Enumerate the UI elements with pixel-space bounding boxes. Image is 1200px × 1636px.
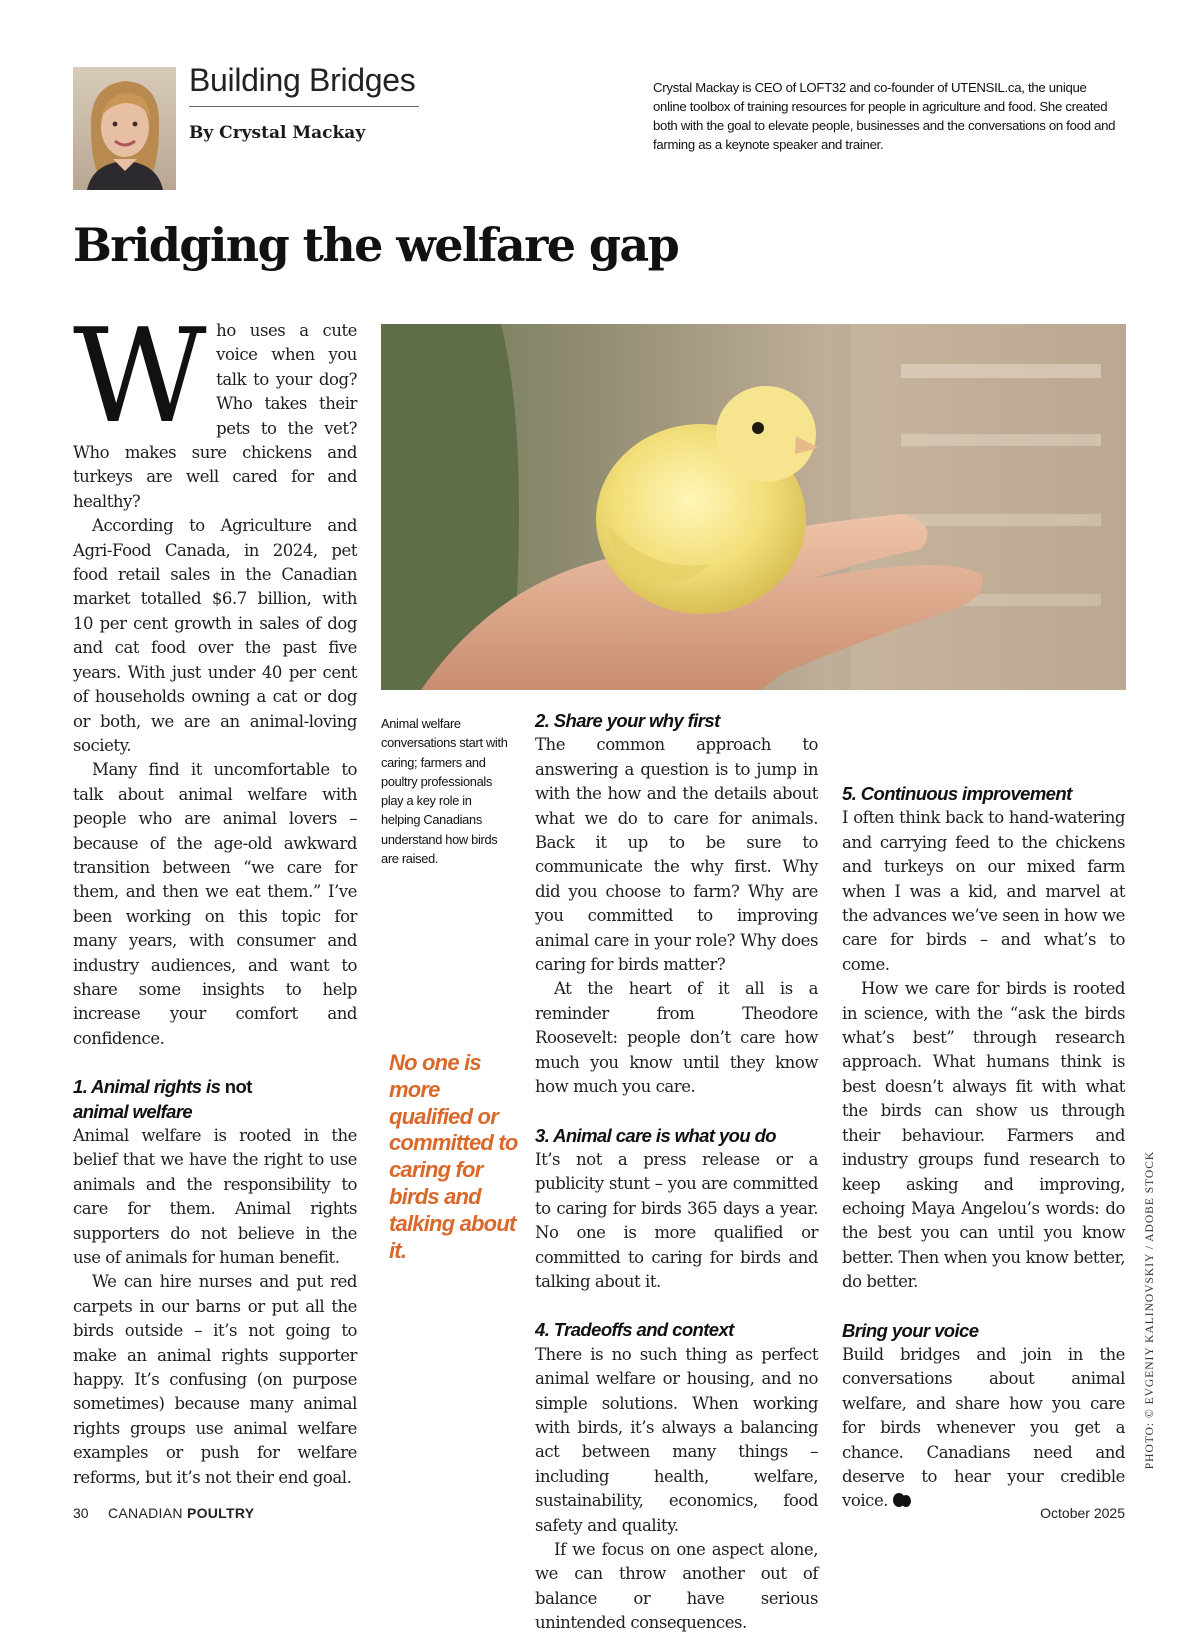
intro-paragraph-3: Many find it uncomfortable to talk about animal welfare with people who are animal lovers – because of the age-old awkward transition between “we care for them, and then we eat them.” I’ve been working on this topic for many years, with consumer and industry audiences, and want to share some insights to help increase your comfort and confidence. bbox=[73, 760, 357, 1048]
photo-credit bbox=[1140, 1150, 1160, 1470]
column-divider bbox=[189, 106, 419, 107]
issue-date: October 2025 bbox=[1040, 1505, 1125, 1521]
subhead-animal-rights bbox=[73, 1075, 357, 1124]
author-bio: Crystal Mackay is CEO of LOFT32 and co-founder of UTENSIL.ca, the unique online toolbox of training resources for people in agriculture and food. She created both with the goal to elevate people, businesses and the conversations on food and farming as a keynote speaker and trainer. bbox=[653, 80, 1116, 152]
photo-caption: Animal welfare conversations start with caring; farmers and poultry professionals play a key role in helping Canadians understand how birds are raised. bbox=[381, 716, 508, 867]
body-column-2 bbox=[535, 709, 818, 1636]
section-4-paragraph-1: There is no such thing as perfect animal welfare or housing, and no simple solutions. When working with birds, it’s always a balancing act between many things – including health, welfare, sustainability, economics, food safety and quality. bbox=[535, 1344, 818, 1535]
body-column-1 bbox=[73, 300, 357, 1490]
end-mark-icon bbox=[892, 1492, 912, 1508]
intro-paragraph-2: According to Agriculture and Agri-Food Canada, in 2024, pet food retail sales in the Canadian market totalled $6.7 billion, with 10 per cent growth in sales of dog and cat food over the past five years. With just under 40 per cent of households owning a cat or dog or both, we are an animal-loving society. bbox=[73, 516, 357, 755]
column-name: Building Bridges bbox=[189, 62, 416, 98]
section-2-paragraph-1: The common approach to answering a question is to jump in with the how and the details about what we do to care for animals. Back it up to be sure to communicate the why first. Why did you choose to farm? Why are you committed to improving animal care in your role? Why does caring for birds matter? bbox=[535, 735, 818, 975]
intro-paragraph-1: ho uses a cute voice when you talk to your dog? Who takes their pets to the vet? Who makes sure chickens and turkeys are well cared for and healthy? bbox=[73, 321, 357, 511]
magazine-name-light: CANADIAN bbox=[108, 1505, 187, 1521]
photo-credit-text: PHOTO: © EVGENIY KALINOVSKIY / ADOBE STOCK bbox=[1144, 1150, 1156, 1470]
body-column-3 bbox=[842, 709, 1125, 1514]
subhead-bring-your-voice: Bring your voice bbox=[842, 1319, 979, 1341]
pull-quote: No one is more qualified or committed to caring for birds and talking about it. bbox=[389, 1050, 518, 1263]
closing-text: Build bridges and join in the conversations about animal welfare, and share how you care for birds whenever you get a chance. Canadians need and deserve to hear your credible voice. bbox=[842, 1344, 1125, 1511]
section-2-paragraph-2: At the heart of it all is a reminder from Theodore Roosevelt: people don’t care how much you know until they know how much you care. bbox=[535, 979, 818, 1097]
page-number: 30 bbox=[73, 1505, 89, 1521]
magazine-name bbox=[108, 1505, 254, 1521]
subhead-part: 1. Animal rights is bbox=[73, 1076, 221, 1098]
byline: By Crystal Mackay bbox=[189, 123, 366, 143]
subhead-continuous-improvement: 5. Continuous improvement bbox=[842, 783, 1072, 804]
section-5-paragraph-1: I often think back to hand-watering and carrying feed to the chickens and turkeys on our mixed farm when I was a kid, and marvel at the advances we’ve seen in how we care for birds – and what’s to come. bbox=[842, 808, 1125, 974]
section-3-paragraph-1: It’s not a press release or a publicity stunt – you are committed to caring for birds 365 days a year. No one is more qualified or committed to caring for birds and talking about it. bbox=[535, 1149, 818, 1291]
drop-cap: W bbox=[73, 300, 207, 452]
headline: Bridging the welfare gap bbox=[73, 218, 679, 272]
subhead-part: animal welfare bbox=[73, 1100, 193, 1122]
magazine-name-bold: POULTRY bbox=[186, 1505, 255, 1521]
subhead-tradeoffs: 4. Tradeoffs and context bbox=[535, 1319, 734, 1341]
author-headshot bbox=[73, 67, 176, 190]
section-5-paragraph-2: How we care for birds is rooted in science, with the “ask the birds what’s best” through research approach. What humans think is best doesn’t always fit with what the birds can show us through their behaviour. Farmers and industry groups fund research to keep asking and improving, echoing Maya Angelou’s words: do the best you can until you know better. Then when you know better, do better. bbox=[842, 979, 1125, 1292]
section-1-paragraph-1: Animal welfare is rooted in the belief that we have the right to use animals and the responsibility to care for them. Animal rights supporters do not believe in the use of animals for human benefit. bbox=[73, 1126, 357, 1268]
section-1-paragraph-2: We can hire nurses and put red carpets in our barns or put all the birds outside – it’s not going to make an animal rights supporter happy. It’s confusing (on purpose sometimes) because many animal rights groups use animal welfare examples or push for welfare reforms, but it’s not their end goal. bbox=[73, 1272, 357, 1487]
section-4-paragraph-2: If we focus on one aspect alone, we can throw another out of balance or have serious unintended consequences. bbox=[535, 1540, 818, 1633]
section-6-paragraph-1 bbox=[842, 1343, 1125, 1514]
subhead-part: not bbox=[220, 1076, 252, 1098]
subhead-animal-care: 3. Animal care is what you do bbox=[535, 1124, 776, 1146]
chick-photo bbox=[381, 324, 1126, 690]
subhead-share-why: 2. Share your why first bbox=[535, 710, 720, 731]
